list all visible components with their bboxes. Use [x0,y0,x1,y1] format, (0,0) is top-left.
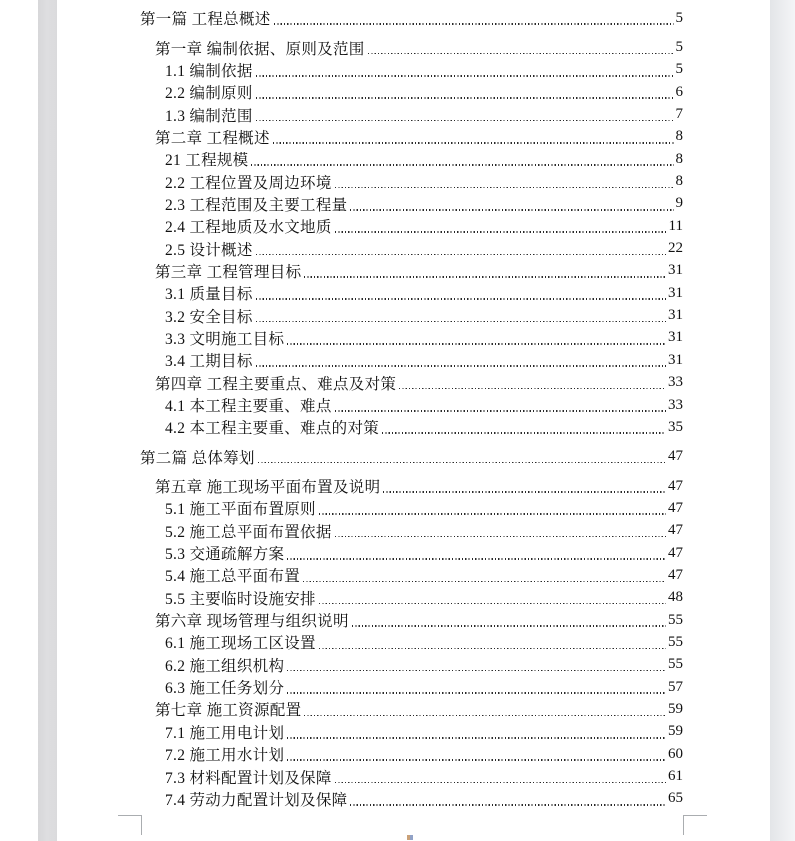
dot-leader [274,23,674,25]
toc-entry[interactable] [140,215,683,237]
dot-leader [258,462,666,464]
dot-leader [287,759,666,761]
dot-leader [287,670,666,672]
toc-entry-label: 2.4 工程地质及水文地质 [165,219,332,237]
toc-entry-label: 7.1 施工用电计划 [165,724,285,742]
page-right-shade [770,0,795,841]
toc-entry[interactable] [140,260,683,282]
toc-entry[interactable] [140,7,683,29]
toc-entry-label: 2.2 工程位置及周边环境 [165,174,332,192]
toc-entry-label: 3.4 工期目标 [165,353,253,371]
toc-entry-page-number: 5 [675,9,683,26]
toc-entry[interactable] [140,765,683,787]
toc-entry-page-number: 33 [668,396,683,413]
dot-leader [319,603,666,605]
toc-entry-label: 5.1 施工平面布置原则 [165,501,316,519]
toc-entry-label: 7.2 施工用水计划 [165,747,285,765]
toc-entry-label: 4.2 本工程主要重、难点的对策 [165,420,380,438]
toc-entry-page-number: 60 [668,745,683,762]
toc-entry[interactable] [140,587,683,609]
toc-entry-page-number: 47 [668,566,683,583]
toc-entry[interactable] [140,304,683,326]
toc-entry-page-number: 8 [675,128,683,145]
toc-entry-label: 5.5 主要临时设施安排 [165,590,316,608]
toc-entry-page-number: 59 [668,700,683,717]
toc-entry[interactable] [140,564,683,586]
toc-entry[interactable] [140,676,683,698]
toc-entry[interactable] [140,721,683,743]
dot-leader [287,692,666,694]
toc-entry-label: 2.2 编制原则 [165,85,253,103]
toc-entry[interactable] [140,698,683,720]
toc-entry-label: 3.3 文明施工目标 [165,330,285,348]
dot-leader [335,536,666,538]
toc-entry[interactable] [140,609,683,631]
toc-entry[interactable] [140,282,683,304]
left-panel-edge-strip [38,0,58,841]
toc-entry-page-number: 31 [668,262,683,279]
dot-leader [256,321,666,323]
toc-entry-page-number: 33 [668,374,683,391]
toc-entry-label: 第二篇 总体筹划 [140,449,255,467]
text-boundary-corner-mark-right [683,815,707,835]
toc-entry-page-number: 31 [668,307,683,324]
toc-entry-page-number: 31 [668,329,683,346]
toc-entry[interactable] [140,103,683,125]
dot-leader [251,164,673,166]
toc-entry[interactable] [140,542,683,564]
toc-entry[interactable] [140,81,683,103]
toc-entry-label: 1.1 编制依据 [165,62,253,80]
toc-entry-label: 6.2 施工组织机构 [165,657,285,675]
dot-leader [335,782,666,784]
toc-entry-page-number: 55 [668,633,683,650]
toc-entry-page-number: 31 [668,351,683,368]
toc-entry-label: 第五章 施工现场平面布置及说明 [155,479,381,497]
toc-entry-page-number: 47 [668,448,683,465]
toc-entry-label: 5.3 交通疏解方案 [165,546,285,564]
toc-entry[interactable] [140,349,683,371]
dot-leader [383,491,666,493]
toc-entry-page-number: 8 [675,150,683,167]
toc-entry-label: 3.2 安全目标 [165,308,253,326]
toc-entry-label: 6.1 施工现场工区设置 [165,635,316,653]
toc-entry[interactable] [140,497,683,519]
toc-entry-page-number: 47 [668,477,683,494]
toc-entry[interactable] [140,148,683,170]
dot-leader [256,97,674,99]
toc-entry-page-number: 35 [668,418,683,435]
dot-leader [303,581,666,583]
dot-leader [287,737,666,739]
dot-leader [352,625,666,627]
toc-entry-page-number: 22 [668,240,683,257]
dot-leader [304,715,666,717]
toc-entry-page-number: 47 [668,544,683,561]
toc-entry[interactable] [140,59,683,81]
toc-entry-label: 第六章 现场管理与组织说明 [155,613,349,631]
toc-entry-label: 3.1 质量目标 [165,286,253,304]
dot-leader [350,804,666,806]
clipped-footer-glyph [407,835,413,840]
toc-entry-page-number: 55 [668,611,683,628]
toc-entry[interactable] [140,327,683,349]
toc-entry-page-number: 6 [675,83,683,100]
dot-leader [368,53,674,55]
dot-leader [304,276,666,278]
toc-entry-label: 第三章 工程管理目标 [155,263,302,281]
toc-entry-page-number: 55 [668,656,683,673]
toc-entry-label: 第二章 工程概述 [155,129,270,147]
toc-entry[interactable] [140,631,683,653]
toc-entry-page-number: 57 [668,678,683,695]
dot-leader [319,513,666,515]
toc-entry-page-number: 11 [668,217,683,234]
dot-leader [256,365,666,367]
dot-leader [335,410,666,412]
dot-leader [399,388,666,390]
toc-entry-label: 第七章 施工资源配置 [155,702,302,720]
toc-entry-page-number: 5 [675,39,683,56]
toc-entry-page-number: 8 [675,173,683,190]
toc-entry[interactable] [140,170,683,192]
dot-leader [287,558,666,560]
dot-leader [319,648,666,650]
toc-entry-page-number: 5 [675,61,683,78]
toc-entry[interactable] [140,372,683,394]
toc-entry[interactable] [140,193,683,215]
dot-leader [287,343,666,345]
toc-entry[interactable] [140,416,683,438]
toc-entry[interactable] [140,788,683,810]
toc-entry-label: 21 工程规模 [165,152,249,170]
toc-entry-page-number: 59 [668,723,683,740]
toc-entry-label: 2.3 工程范围及主要工程量 [165,196,348,214]
toc-entry-label: 5.4 施工总平面布置 [165,568,301,586]
document-page [57,0,770,841]
toc-entry[interactable] [140,446,683,468]
toc-entry[interactable] [140,237,683,259]
dot-leader [256,298,666,300]
toc-entry-label: 7.4 劳动力配置计划及保障 [165,791,348,809]
toc-entry-page-number: 7 [675,106,683,123]
toc-entry-label: 第一篇 工程总概述 [140,11,271,29]
dot-leader [335,187,674,189]
toc-entry[interactable] [140,520,683,542]
toc-entry-page-number: 48 [668,589,683,606]
toc-entry-label: 1.3 编制范围 [165,107,253,125]
text-boundary-corner-mark-left [118,815,142,835]
toc-entry-page-number: 47 [668,522,683,539]
dot-leader [256,254,666,256]
dot-leader [382,432,666,434]
toc-entry[interactable] [140,126,683,148]
dot-leader [335,231,667,233]
dot-leader [273,142,674,144]
toc-entry-page-number: 65 [668,790,683,807]
toc-entry-page-number: 47 [668,499,683,516]
toc-entry-label: 2.5 设计概述 [165,241,253,259]
toc-entry[interactable] [140,475,683,497]
dot-leader [350,209,673,211]
toc-entry-label: 5.2 施工总平面布置依据 [165,523,332,541]
toc-entry-label: 第四章 工程主要重点、难点及对策 [155,375,397,393]
toc-entry[interactable] [140,743,683,765]
dot-leader [256,75,674,77]
toc-entry-page-number: 9 [675,195,683,212]
toc-entry-page-number: 31 [668,284,683,301]
toc-entry-label: 4.1 本工程主要重、难点 [165,398,332,416]
toc-entry[interactable] [140,394,683,416]
toc-entry-label: 6.3 施工任务划分 [165,680,285,698]
dot-leader [256,120,674,122]
toc-entry[interactable] [140,36,683,58]
table-of-contents [140,7,683,810]
toc-entry-label: 第一章 编制依据、原则及范围 [155,40,365,58]
toc-entry-page-number: 61 [668,768,683,785]
toc-entry-label: 7.3 材料配置计划及保障 [165,769,332,787]
toc-entry[interactable] [140,654,683,676]
